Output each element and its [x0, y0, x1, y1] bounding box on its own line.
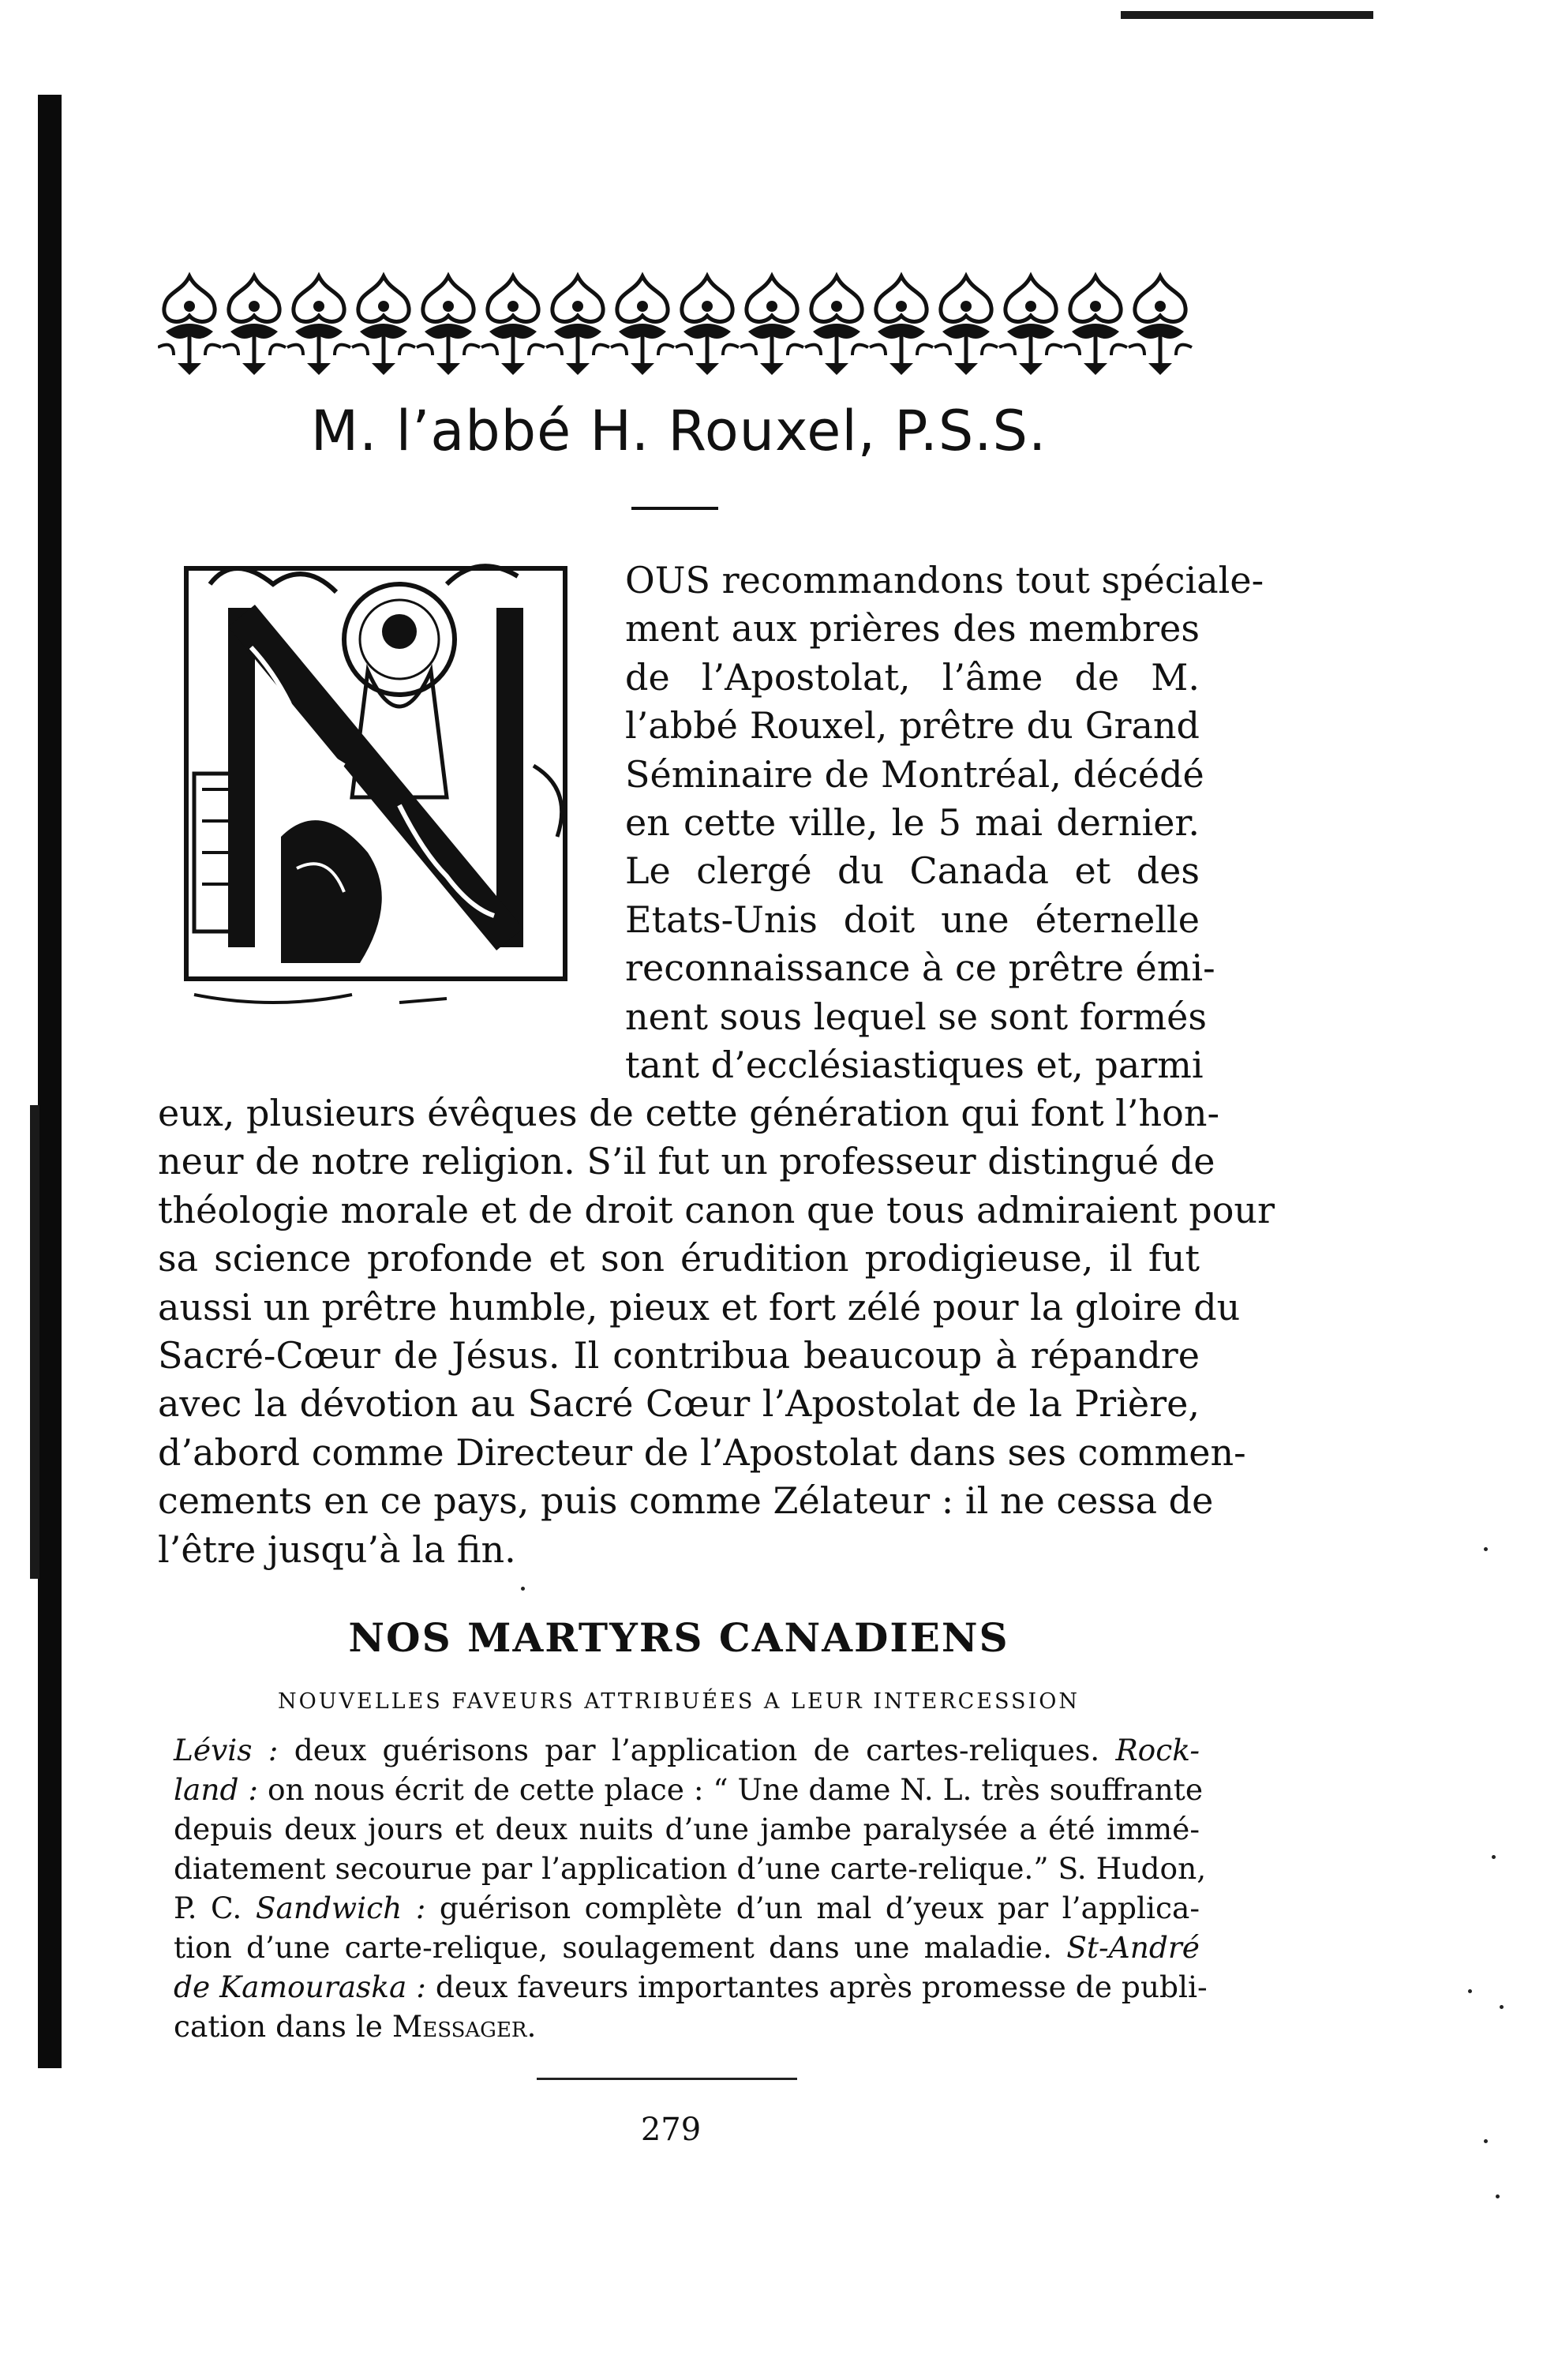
favors-text: P. C.: [174, 1891, 256, 1925]
body-line: Sacré-Cœur de Jésus. Il contribua beaucoup à répandre: [158, 1334, 1200, 1377]
intro-line: ment aux prières des membres: [625, 607, 1200, 650]
favors-text: on nous écrit de cette place : “ Une dame N. L. très souffrante: [258, 1772, 1204, 1807]
publication-name: Messager: [391, 2009, 527, 2044]
intro-line: tant d’ecclésiastiques et, parmi: [625, 1044, 1204, 1087]
place-name: de Kamouraska :: [174, 1970, 426, 2004]
favors-text: guérison complète d’un mal d’yeux par l’applica-: [425, 1891, 1200, 1925]
body-line: théologie morale et de droit canon que tous admiraient pour: [158, 1188, 1275, 1231]
scan-edge-shadow-secondary: [30, 1105, 39, 1579]
illuminated-drop-cap: [163, 537, 605, 1026]
favors-line: [174, 1967, 1208, 2007]
footer-divider: [537, 2078, 797, 2080]
scan-speck: [1484, 1547, 1488, 1551]
scan-speck: [1500, 2005, 1504, 2009]
intro-line: OUS recommandons tout spéciale-: [625, 559, 1264, 602]
intro-line: reconnaissance à ce prêtre émi-: [625, 946, 1215, 990]
body-line: sa science profonde et son érudition prodigieuse, il fut: [158, 1237, 1200, 1280]
body-line: neur de notre religion. S’il fut un professeur distingué de: [158, 1140, 1215, 1183]
top-page-rule: [1121, 11, 1373, 19]
intro-line: l’abbé Rouxel, prêtre du Grand: [625, 704, 1200, 748]
favors-paragraph: [174, 1730, 1208, 2046]
page-number: 279: [640, 2112, 702, 2148]
intro-line: Séminaire de Montréal, décédé: [625, 752, 1204, 796]
intro-line: nent sous lequel se sont formés: [625, 995, 1207, 1038]
scan-speck: [1492, 1855, 1496, 1859]
scan-speck: [521, 1587, 525, 1591]
body-line: d’abord comme Directeur de l’Apostolat dans ses commen-: [158, 1430, 1246, 1474]
intro-line: Le clergé du Canada et des: [625, 849, 1200, 893]
article-title: M. l’abbé H. Rouxel, P.S.S.: [310, 399, 1047, 463]
body-line: avec la dévotion au Sacré Cœur l’Apostolat de la Prière,: [158, 1382, 1200, 1426]
intro-line: en cette ville, le 5 mai dernier.: [625, 801, 1200, 845]
favors-line: [174, 1888, 1200, 1928]
scan-speck: [1484, 2139, 1488, 2143]
favors-text: deux guérisons par l’application de cartes-reliques.: [278, 1733, 1100, 1767]
place-name: Rock-: [1099, 1733, 1200, 1767]
scan-speck: [1496, 2194, 1500, 2198]
body-line: aussi un prêtre humble, pieux et fort zélé pour la gloire du: [158, 1285, 1241, 1329]
place-name: Sandwich :: [255, 1891, 426, 1925]
place-name: land :: [174, 1772, 259, 1807]
section-heading: NOS MARTYRS CANADIENS: [348, 1614, 1009, 1661]
place-name: St-André: [1066, 1930, 1200, 1965]
body-line: cements en ce pays, puis comme Zélateur : il ne cessa de: [158, 1479, 1214, 1523]
intro-paragraph: [625, 557, 1264, 1089]
place-name: Lévis :: [174, 1733, 279, 1767]
section-subheading: NOUVELLES FAVEURS ATTRIBUÉES A LEUR INTERCESSION: [278, 1689, 1080, 1714]
scan-speck: [1468, 1989, 1472, 1993]
favors-line: [174, 1730, 1200, 1770]
body-line: l’être jusqu’à la fin.: [158, 1527, 516, 1571]
intro-line: Etats-Unis doit une éternelle: [625, 898, 1200, 941]
favors-line: [174, 2007, 1200, 2046]
favors-text: .: [526, 2009, 537, 2044]
favors-text: tion d’une carte-relique, soulagement dans une maladie.: [174, 1930, 1067, 1965]
scan-edge-shadow: [38, 95, 62, 2068]
favors-line: diatement secourue par l’application d’une carte-relique.” S. Hudon,: [174, 1851, 1207, 1886]
favors-line: [174, 1770, 1204, 1809]
favors-line: [174, 1928, 1200, 1967]
favors-text: cation dans le: [174, 2009, 392, 2044]
intro-line: de l’Apostolat, l’âme de M.: [625, 655, 1200, 699]
title-divider: [631, 507, 718, 510]
favors-text: deux faveurs importantes après promesse de publi-: [425, 1970, 1208, 2004]
body-line: eux, plusieurs évêques de cette génération qui font l’hon-: [158, 1092, 1220, 1134]
favors-line: depuis deux jours et deux nuits d’une jambe paralysée a été immé-: [174, 1812, 1200, 1846]
body-paragraph: [158, 1089, 1275, 1574]
ornamental-border: [158, 268, 1200, 379]
